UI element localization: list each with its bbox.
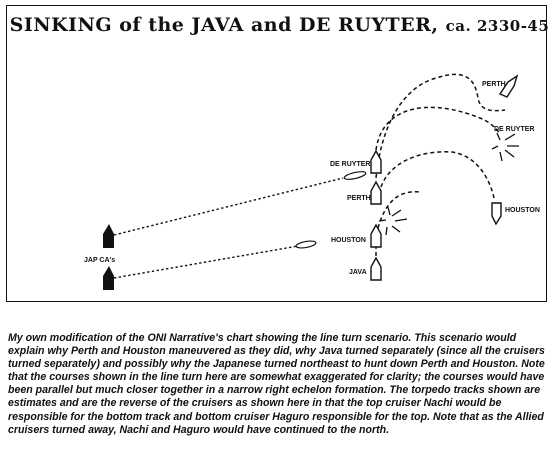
explosion-java xyxy=(379,207,407,235)
explosion-de-ruyter xyxy=(492,133,519,161)
houston-right-ship xyxy=(492,203,501,224)
de-ruyter-course xyxy=(376,107,500,150)
jap-cruiser-bottom xyxy=(103,266,114,290)
label-java: JAVA xyxy=(349,269,367,276)
title-time: ca. 2330-45 xyxy=(445,17,550,35)
label-de-ruyter-right: DE RUYTER xyxy=(494,126,535,133)
label-houston: HOUSTON xyxy=(331,237,366,244)
torpedo-track-bottom xyxy=(114,246,298,278)
houston-turn xyxy=(378,192,420,228)
title-main: SINKING of the JAVA and DE RUYTER, xyxy=(9,14,439,36)
label-perth: PERTH xyxy=(347,195,371,202)
label-jap-cruisers: JAP CA's xyxy=(84,257,116,264)
perth-ship xyxy=(371,182,381,204)
torpedo-track-top xyxy=(114,178,343,235)
label-de-ruyter: DE RUYTER xyxy=(330,161,371,168)
jap-cruiser-top xyxy=(103,224,114,248)
houston-course xyxy=(381,152,494,198)
torpedo-head-top xyxy=(344,170,367,181)
torpedo-head-bottom xyxy=(296,240,317,249)
houston-ship xyxy=(371,225,381,247)
label-perth-top: PERTH xyxy=(482,81,506,88)
perth-course xyxy=(376,74,505,178)
java-ship xyxy=(371,258,381,280)
label-houston-right: HOUSTON xyxy=(505,207,540,214)
caption-text: My own modification of the ONI Narrative's chart showing the line turn scenario. This scenario would explain why Perth and Houston maneuvered as they did, why Java turned separately (since all the cruisers turned separately) and possibly why the Japanese turned northeast to hunt down Perth and Houston. Note that the courses shown in the line turn here are somewhat exaggerated for clarity; the courses would have been parallel but much closer together in a narrow right echelon formation. The torpedo tracks shown are estimates and are the reverse of the cruisers as shown here in that the top cruiser Nachi would be responsible for the bottom track and bottom cruiser Haguro responsible for the top. Note that as the Allied cruisers turned away, Nachi and Haguro would have continued to the north. xyxy=(8,332,545,436)
